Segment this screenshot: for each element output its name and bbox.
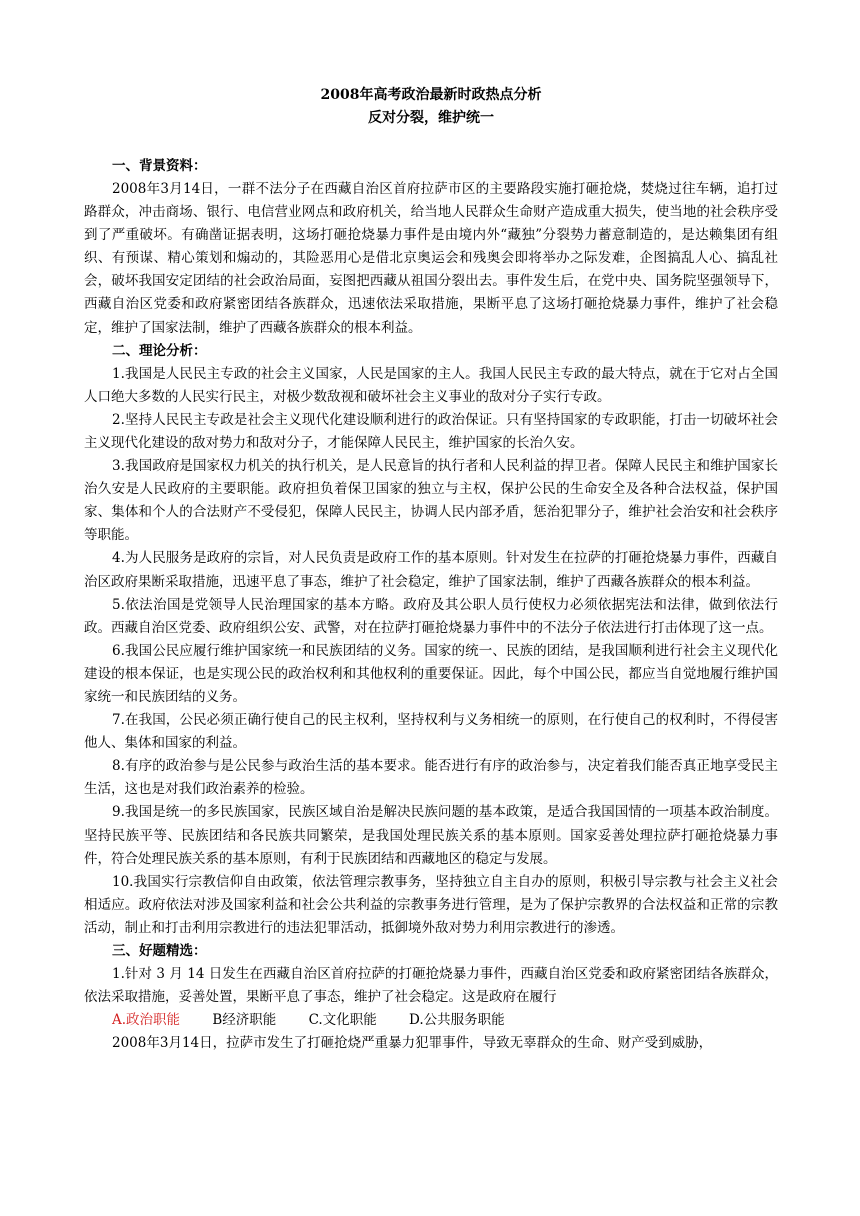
section-heading-background: 一、背景资料： — [112, 158, 207, 174]
question-1: 1.针对 3 月 14 日发生在西藏自治区首府拉萨的打砸抢烧暴力事件，西藏自治区党委和政府紧密团结各族群众，依法采取措施，妥善处置，果断平息了事态，维护了社会稳定。这是政府在履行 — [84, 966, 778, 1006]
analysis-item-6: 6.我国公民应履行维护国家统一和民族团结的义务。国家的统一、民族的团结，是我国顺利进行社会主义现代化建设的根本保证，也是实现公民的政治权利和其他权利的重要保证。因此，每个中国公民，都应当自觉地履行维护国家统一和民族团结的义务。 — [84, 642, 778, 705]
question-2-start: 2008年3月14日，拉萨市发生了打砸抢烧严重暴力犯罪事件，导致无辜群众的生命、财产受到威胁， — [112, 1035, 713, 1052]
analysis-item-2: 2.坚持人民民主专政是社会主义现代化建设顺利进行的政治保证。只有坚持国家的专政职能，打击一切破坏社会主义现代化建设的敌对势力和敌对分子，才能保障人民民主，维护国家的长治久安。 — [84, 411, 778, 451]
background-paragraph: 2008年3月14日，一群不法分子在西藏自治区首府拉萨市区的主要路段实施打砸抢烧，焚烧过往车辆，追打过路群众，冲击商场、银行、电信营业网点和政府机关，给当地人民群众生命财产造成重大损失，使当地的社会秩序受到了严重破坏。有确凿证据表明，这场打砸抢烧暴力事件是由境内外“藏独”分裂势力蓄意制造的，是达赖集团有组织、有预谋、精心策划和煽动的，其险恶用心是借北京奥运会和残奥会即将举办之际发难，企图搞乱人心、搞乱社会，破坏我国安定团结的社会政治局面，妄图把西藏从祖国分裂出去。事件发生后，在党中央、国务院坚强领导下，西藏自治区党委和政府紧密团结各族群众，迅速依法采取措施，果断平息了这场打砸抢烧暴力事件，维护了社会稳定，维护了国家法制，维护了西藏各族群众的根本利益。 — [84, 181, 778, 336]
section-heading-analysis: 二、理论分析： — [112, 342, 207, 359]
analysis-item-3: 3.我国政府是国家权力机关的执行机关，是人民意旨的执行者和人民利益的捍卫者。保障人民民主和维护国家长治久安是人民政府的主要职能。政府担负着保卫国家的独立与主权，保护公民的生命安全及各种合法权益，保护国家、集体和个人的合法财产不受侵犯，保障人民民主，协调人民内部矛盾，惩治犯罪分子，维护社会治安和社会秩序等职能。 — [84, 458, 778, 544]
analysis-item-8: 8.有序的政治参与是公民参与政治生活的基本要求。能否进行有序的政治参与，决定着我们能否真正地享受民主生活，这也是对我们政治素养的检验。 — [84, 758, 778, 798]
section-heading-questions: 三、好题精选： — [112, 943, 207, 959]
analysis-item-5: 5.依法治国是党领导人民治理国家的基本方略。政府及其公职人员行使权力必须依据宪法和法律，做到依法行政。西藏自治区党委、政府组织公安、武警，对在拉萨打砸抢烧暴力事件中的不法分子依法进行打击体现了这一点。 — [84, 596, 778, 636]
option-a: A.政治职能 — [112, 1012, 181, 1029]
analysis-item-1: 1.我国是人民民主专政的社会主义国家，人民是国家的主人。我国人民民主专政的最大特点，就在于它对占全国人口绝大多数的人民实行民主，对极少数敌视和破坏社会主义事业的敌对分子实行专政。 — [84, 365, 778, 405]
document-subtitle: 反对分裂，维护统一 — [368, 110, 494, 126]
document-title: 2008年高考政治最新时政热点分析 — [320, 87, 542, 103]
option-d: D.公共服务职能 — [409, 1012, 505, 1029]
analysis-item-10: 10.我国实行宗教信仰自由政策，依法管理宗教事务，坚持独立自主自办的原则，积极引导宗教与社会主义社会相适应。政府依法对涉及国家利益和社会公共利益的宗教事务进行管理，是为了保护宗教界的合法权益和正常的宗教活动，制止和打击利用宗教进行的违法犯罪活动，抵御境外敌对势力利用宗教进行的渗透。 — [84, 873, 778, 936]
analysis-item-7: 7.在我国，公民必须正确行使自己的民主权利，坚持权利与义务相统一的原则，在行使自己的权利时，不得侵害他人、集体和国家的利益。 — [84, 712, 778, 752]
analysis-item-4: 4.为人民服务是政府的宗旨，对人民负责是政府工作的基本原则。针对发生在拉萨的打砸抢烧暴力事件，西藏自治区政府果断采取措施，迅速平息了事态，维护了社会稳定，维护了国家法制，维护了西藏各族群众的根本利益。 — [84, 550, 778, 590]
question-1-options — [84, 1009, 778, 1032]
option-c: C.文化职能 — [308, 1012, 377, 1029]
analysis-item-9: 9.我国是统一的多民族国家，民族区域自治是解决民族问题的基本政策，是适合我国国情的一项基本政治制度。坚持民族平等、民族团结和各民族共同繁荣，是我国处理民族关系的基本原则。国家妥善处理拉萨打砸抢烧暴力事件，符合处理民族关系的基本原则，有利于民族团结和西藏地区的稳定与发展。 — [84, 804, 778, 867]
spacer — [84, 129, 778, 155]
option-b: B经济职能 — [212, 1012, 277, 1029]
document-page — [84, 84, 778, 1055]
